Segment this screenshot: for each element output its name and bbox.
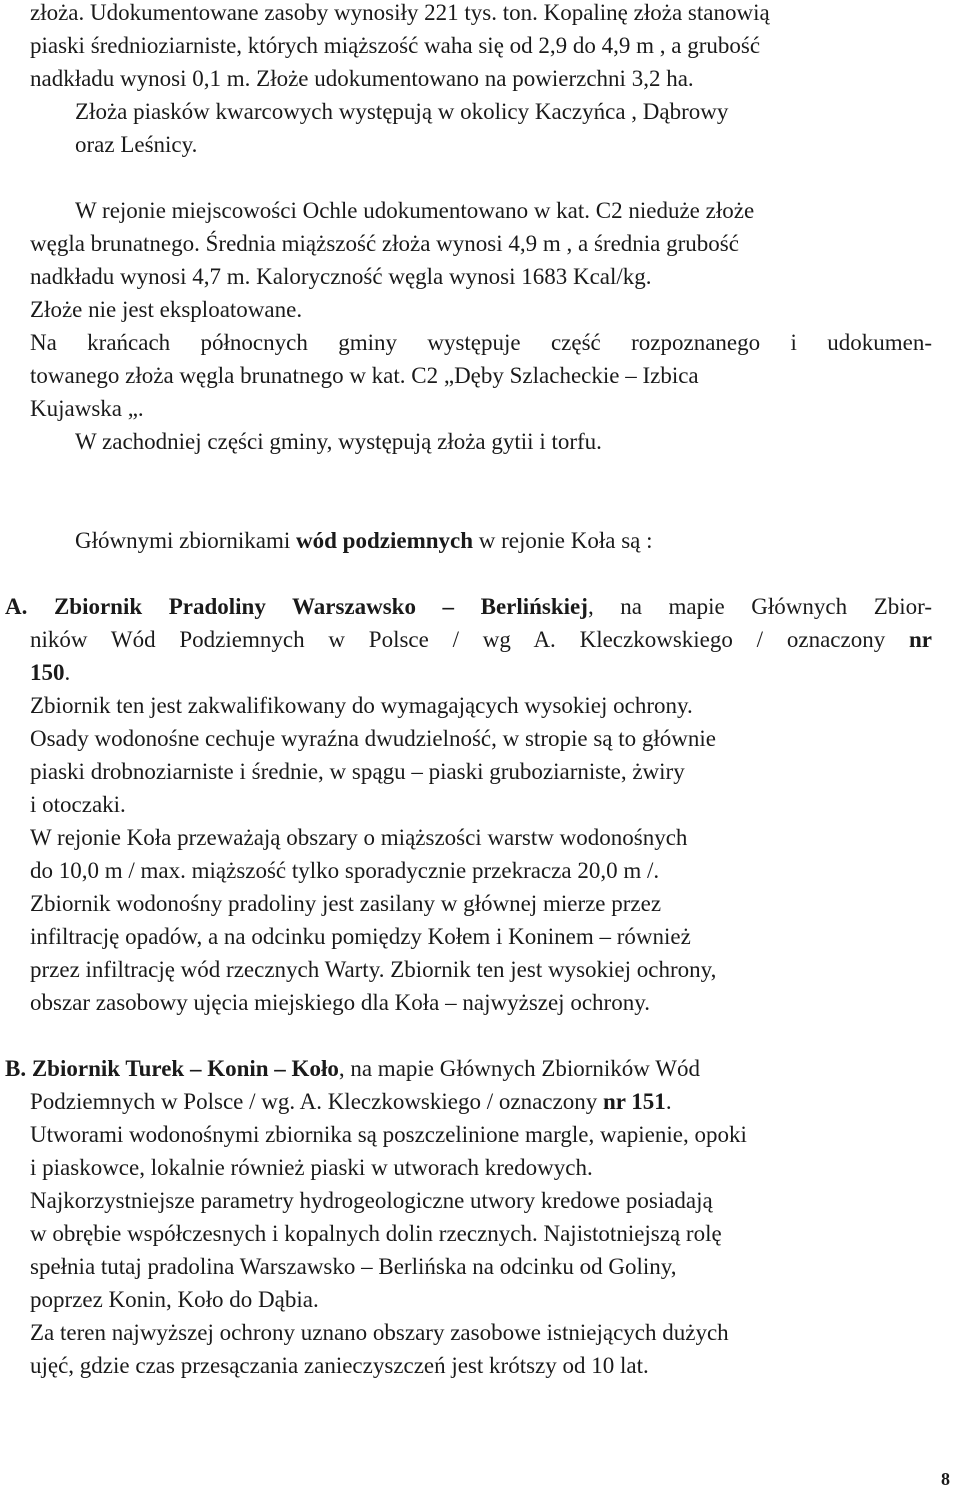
intro-text: Głównymi zbiornikami bbox=[75, 528, 297, 553]
section-b-line: w obrębie współczesnych i kopalnych dolin rzecznych. Najistotniejszą rolę bbox=[30, 1221, 722, 1246]
section-a-line: Zbiornik ten jest zakwalifikowany do wymagających wysokiej ochrony. bbox=[30, 693, 693, 718]
section-b-line: ujęć, gdzie czas przesączania zanieczyszczeń jest krótszy od 10 lat. bbox=[30, 1353, 649, 1378]
text-line: piaski średnioziarniste, których miąższość waha się od 2,9 do 4,9 m , a grubość bbox=[30, 33, 761, 58]
section-b-line: Najkorzystniejsze parametry hydrogeologiczne utwory kredowe posiadają bbox=[30, 1188, 713, 1213]
text-line: towanego złoża węgla brunatnego w kat. C2 „Dęby Szlacheckie – Izbica bbox=[30, 363, 699, 388]
section-a-line: infiltrację opadów, a na odcinku pomiędzy Kołem i Koninem – również bbox=[30, 924, 691, 949]
section-a-line: piaski drobnoziarniste i średnie, w spągu – piaski gruboziarniste, żwiry bbox=[30, 759, 685, 784]
page-number: 8 bbox=[941, 1469, 950, 1489]
section-a-line: obszar zasobowy ujęcia miejskiego dla Koła – najwyższej ochrony. bbox=[30, 990, 650, 1015]
section-a-text: . bbox=[64, 660, 71, 685]
text-line: złoża. Udokumentowane zasoby wynosiły 221 tys. ton. Kopalinę złoża stanowią bbox=[30, 0, 770, 25]
section-a-letter: A. bbox=[5, 594, 28, 619]
text-line: Złoża piasków kwarcowych występują w okolicy Kaczyńca , Dąbrowy bbox=[75, 99, 729, 124]
intro-text: w rejonie Koła są : bbox=[473, 528, 653, 553]
section-a-line bbox=[30, 625, 932, 655]
section-b-letter: B. bbox=[5, 1056, 27, 1081]
section-b-line: spełnia tutaj pradolina Warszawsko – Berlińska na odcinku od Goliny, bbox=[30, 1254, 677, 1279]
section-b-name: Zbiornik Turek – Konin – Koło bbox=[31, 1056, 339, 1081]
intro-line bbox=[75, 526, 653, 556]
text-line: Złoże nie jest eksploatowane. bbox=[30, 297, 303, 322]
section-a-name: Zbiornik Pradoliny Warszawsko – Berlińskiej bbox=[53, 594, 588, 619]
section-b-line: i piaskowce, lokalnie również piaski w utworach kredowych. bbox=[30, 1155, 593, 1180]
section-a-bold: nr bbox=[909, 627, 932, 652]
text-line: W rejonie miejscowości Ochle udokumentowano w kat. C2 nieduże złoże bbox=[75, 198, 755, 223]
text-line: W zachodniej części gminy, występują złoża gytii i torfu. bbox=[75, 429, 602, 454]
section-a-line: przez infiltrację wód rzecznych Warty. Zbiornik ten jest wysokiej ochrony, bbox=[30, 957, 717, 982]
section-a-heading bbox=[5, 592, 932, 622]
section-a-line bbox=[30, 658, 70, 688]
section-b-line1-rest: , na mapie Głównych Zbiorników Wód bbox=[338, 1056, 700, 1081]
text-line: oraz Leśnicy. bbox=[75, 132, 198, 157]
intro-bold-text: wód podziemnych bbox=[296, 528, 474, 553]
section-a-text: ników Wód Podziemnych w Polsce / wg A. Kleczkowskiego / oznaczony bbox=[30, 627, 909, 652]
section-b-text: . bbox=[665, 1089, 672, 1114]
section-b-text: Podziemnych w Polsce / wg. A. Kleczkowskiego / oznaczony bbox=[30, 1089, 603, 1114]
section-b-line: Za teren najwyższej ochrony uznano obszary zasobowe istniejących dużych bbox=[30, 1320, 729, 1345]
section-b-number: nr 151 bbox=[602, 1089, 666, 1114]
section-b-line: poprzez Konin, Koło do Dąbia. bbox=[30, 1287, 319, 1312]
text-line: Kujawska „. bbox=[30, 396, 144, 421]
section-a-number: 150 bbox=[30, 660, 65, 685]
text-line: nadkładu wynosi 0,1 m. Złoże udokumentowano na powierzchni 3,2 ha. bbox=[30, 66, 694, 91]
text-line: węgla brunatnego. Średnia miąższość złoża wynosi 4,9 m , a średnia grubość bbox=[30, 231, 739, 256]
section-b-line: Utworami wodonośnymi zbiornika są poszczelinione margle, wapienie, opoki bbox=[30, 1122, 747, 1147]
section-b-heading bbox=[5, 1054, 700, 1084]
text-line: nadkładu wynosi 4,7 m. Kaloryczność węgla wynosi 1683 Kcal/kg. bbox=[30, 264, 652, 289]
section-a-line: i otoczaki. bbox=[30, 792, 126, 817]
section-a-line: W rejonie Koła przeważają obszary o miąższości warstw wodonośnych bbox=[30, 825, 688, 850]
section-a-line: do 10,0 m / max. miąższość tylko sporadycznie przekracza 20,0 m /. bbox=[30, 858, 660, 883]
section-a-line: Zbiornik wodonośny pradoliny jest zasilany w głównej mierze przez bbox=[30, 891, 662, 916]
section-a-line1-rest: , na mapie Głównych Zbior- bbox=[587, 594, 932, 619]
text-line: Na krańcach północnych gminy występuje część rozpoznanego i udokumen- bbox=[30, 330, 932, 355]
section-b-line bbox=[30, 1087, 672, 1117]
section-a-line: Osady wodonośne cechuje wyraźna dwudzielność, w stropie są to głównie bbox=[30, 726, 716, 751]
